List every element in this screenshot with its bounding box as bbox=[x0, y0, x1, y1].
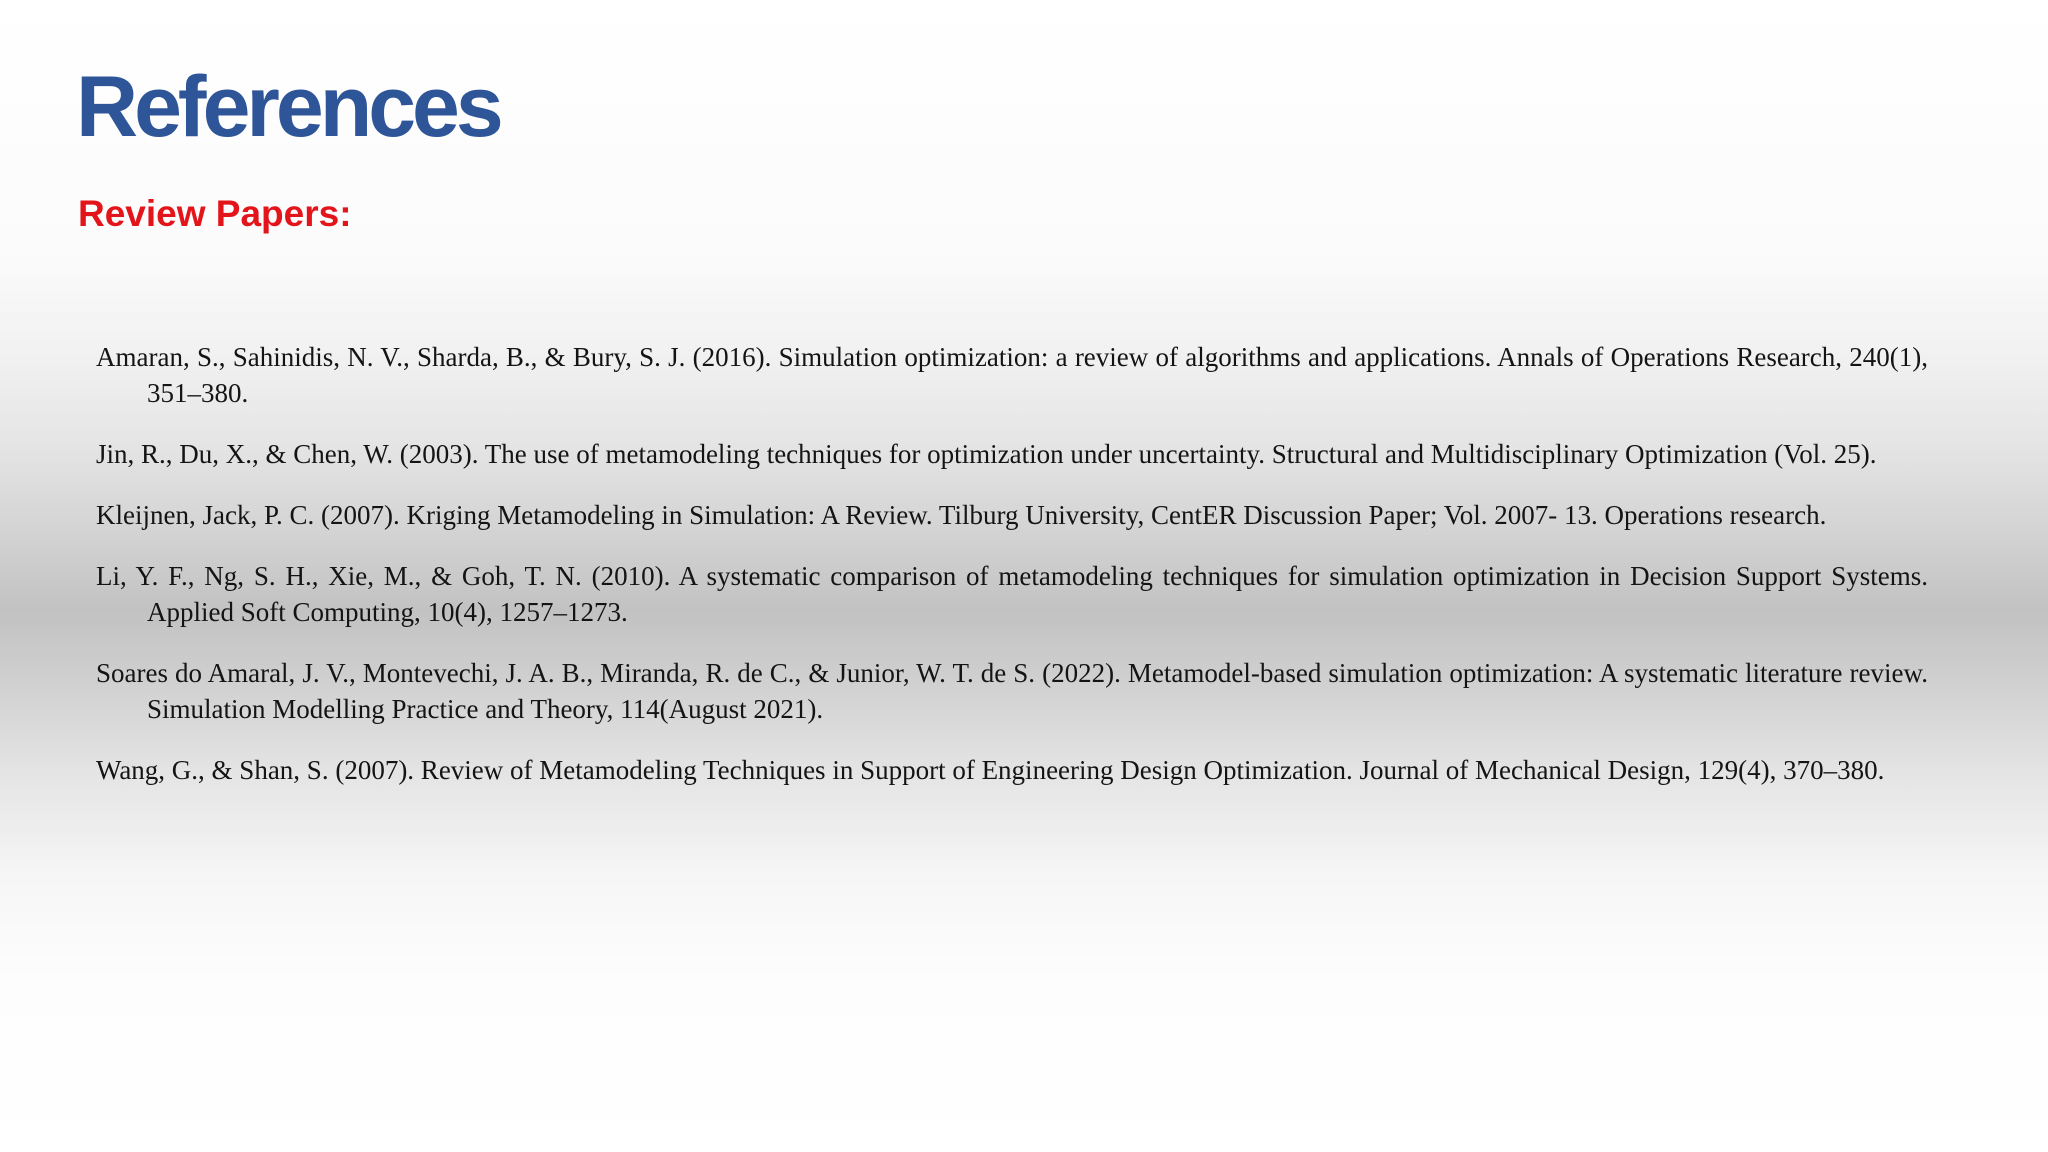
reference-list bbox=[96, 339, 1928, 813]
reference-item-soares-2022: Soares do Amaral, J. V., Montevechi, J. A. B., Miranda, R. de C., & Junior, W. T. de S. (2022). Metamodel-based simulation optimization: A systematic literature review. Simulation Modelling Practice and Theory, 114(August 2021). bbox=[96, 658, 1928, 724]
reference-item-amaran-2016: Amaran, S., Sahinidis, N. V., Sharda, B., & Bury, S. J. (2016). Simulation optimization: a review of algorithms and applications. Annals of Operations Research, 240(1), 351–380. bbox=[96, 342, 1928, 408]
reference-item-jin-2003: Jin, R., Du, X., & Chen, W. (2003). The use of metamodeling techniques for optimization under uncertainty. Structural and Multidisciplinary Optimization (Vol. 25). bbox=[96, 439, 1877, 469]
reference-item-kleijnen-2007: Kleijnen, Jack, P. C. (2007). Kriging Metamodeling in Simulation: A Review. Tilburg University, CentER Discussion Paper; Vol. 2007- 13. Operations research. bbox=[96, 500, 1827, 530]
slide-title: References bbox=[76, 59, 500, 155]
reference-item-wang-2007: Wang, G., & Shan, S. (2007). Review of Metamodeling Techniques in Support of Engineering Design Optimization. Journal of Mechanical Design, 129(4), 370–380. bbox=[96, 755, 1885, 785]
section-heading-review-papers: Review Papers: bbox=[78, 193, 352, 234]
reference-item-li-2010: Li, Y. F., Ng, S. H., Xie, M., & Goh, T. N. (2010). A systematic comparison of metamodeling techniques for simulation optimization in Decision Support Systems. Applied Soft Computing, 10(4), 1257–1273. bbox=[96, 561, 1928, 627]
